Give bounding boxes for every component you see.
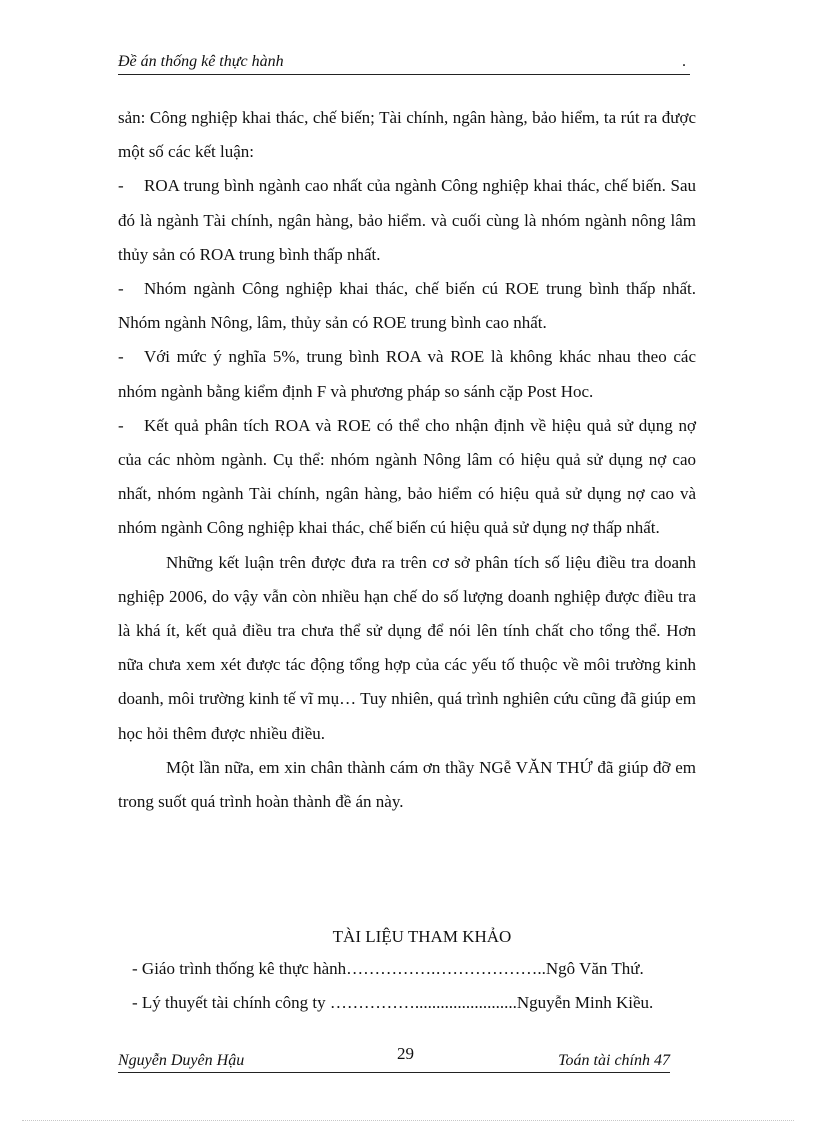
bullet-text: Kết quả phân tích ROA và ROE có thể cho nhận định về hiệu quả sử dụng nợ của các nhòm ngành. Cụ thể: nhóm ngành Nông lâm có hiệu quả sử dụng nợ cao nhất, nhóm ngành Tài chính, ngân hàng, bảo hiểm có hiệu quả sử dụng nợ cao và nhóm ngành Công nghiệp khai thác, chế biến cú hiệu quả sử dụng nợ thấp nhất. [118,415,696,538]
bullet-item [118,409,696,546]
references-title: TÀI LIỆU THAM KHẢO [332,927,512,946]
reference-item: - Giáo trình thống kê thực hành…………….………………..Ngô Văn Thứ. [132,959,644,978]
bullet-text: Với mức ý nghĩa 5%, trung bình ROA và ROE là không khác nhau theo các nhóm ngành bằng kiểm định F và phương pháp so sánh cặp Post Hoc. [118,347,696,401]
page-footer [118,1046,670,1073]
body-text [118,101,696,819]
references-section [118,922,696,1020]
bullet-dash: - [118,347,124,367]
paragraph-intro: sản: Công nghiệp khai thác, chế biến; Tài chính, ngân hàng, bảo hiểm, ta rút ra được một số các kết luận: [118,108,696,162]
paragraph-thanks: Một lần nữa, em xin chân thành cám ơn thầy NGễ VĂN THỨ đã giúp đỡ em trong suốt quá trình hoàn thành đề án này. [118,757,696,812]
header-title: Đề án thống kê thực hành [118,53,284,70]
paragraph-conclusion: Những kết luận trên được đưa ra trên cơ sở phân tích số liệu điều tra doanh nghiệp 2006, do vậy vẫn còn nhiều hạn chế do số lượng doanh nghiệp được điều tra là khá ít, kết quả điều tra chưa thể sử dụng để nói lên tính chất cho tổng thể. Hơn nữa chưa xem xét được tác động tổng hợp của các yếu tố thuộc về môi trường kinh doanh, môi trường kinh tế vĩ mụ… Tuy nhiên, quá trình nghiên cứu cũng đã giúp em học hỏi thêm được nhiều điều. [118,552,696,743]
footer-course: Toán tài chính 47 [558,1052,670,1069]
bullet-item [118,340,696,408]
bullet-text: Nhóm ngành Công nghiệp khai thác, chế biến cú ROE trung bình thấp nhất. Nhóm ngành Nông, lâm, thủy sản có ROE trung bình cao nhất. [118,279,696,333]
reference-item: - Lý thuyết tài chính công ty ……………........................Nguyễn Minh Kiều. [132,993,654,1012]
bullet-dash: - [118,176,124,196]
header-dot: . [682,53,686,70]
bullet-text: ROA trung bình ngành cao nhất của ngành Công nghiệp khai thác, chế biến. Sau đó là ngành Tài chính, ngân hàng, bảo hiểm. và cuối cùng là nhóm ngành nông lâm thủy sản có ROA trung bình thấp nhất. [118,176,696,264]
footer-author: Nguyễn Duyên Hậu [118,1052,245,1069]
bullet-dash: - [118,279,124,299]
bullet-dash: - [118,415,124,435]
bullet-item [118,169,696,272]
page-break-separator [22,1120,794,1121]
bullet-item [118,272,696,340]
page-number: 29 [397,1044,414,1063]
page-header [118,52,690,75]
